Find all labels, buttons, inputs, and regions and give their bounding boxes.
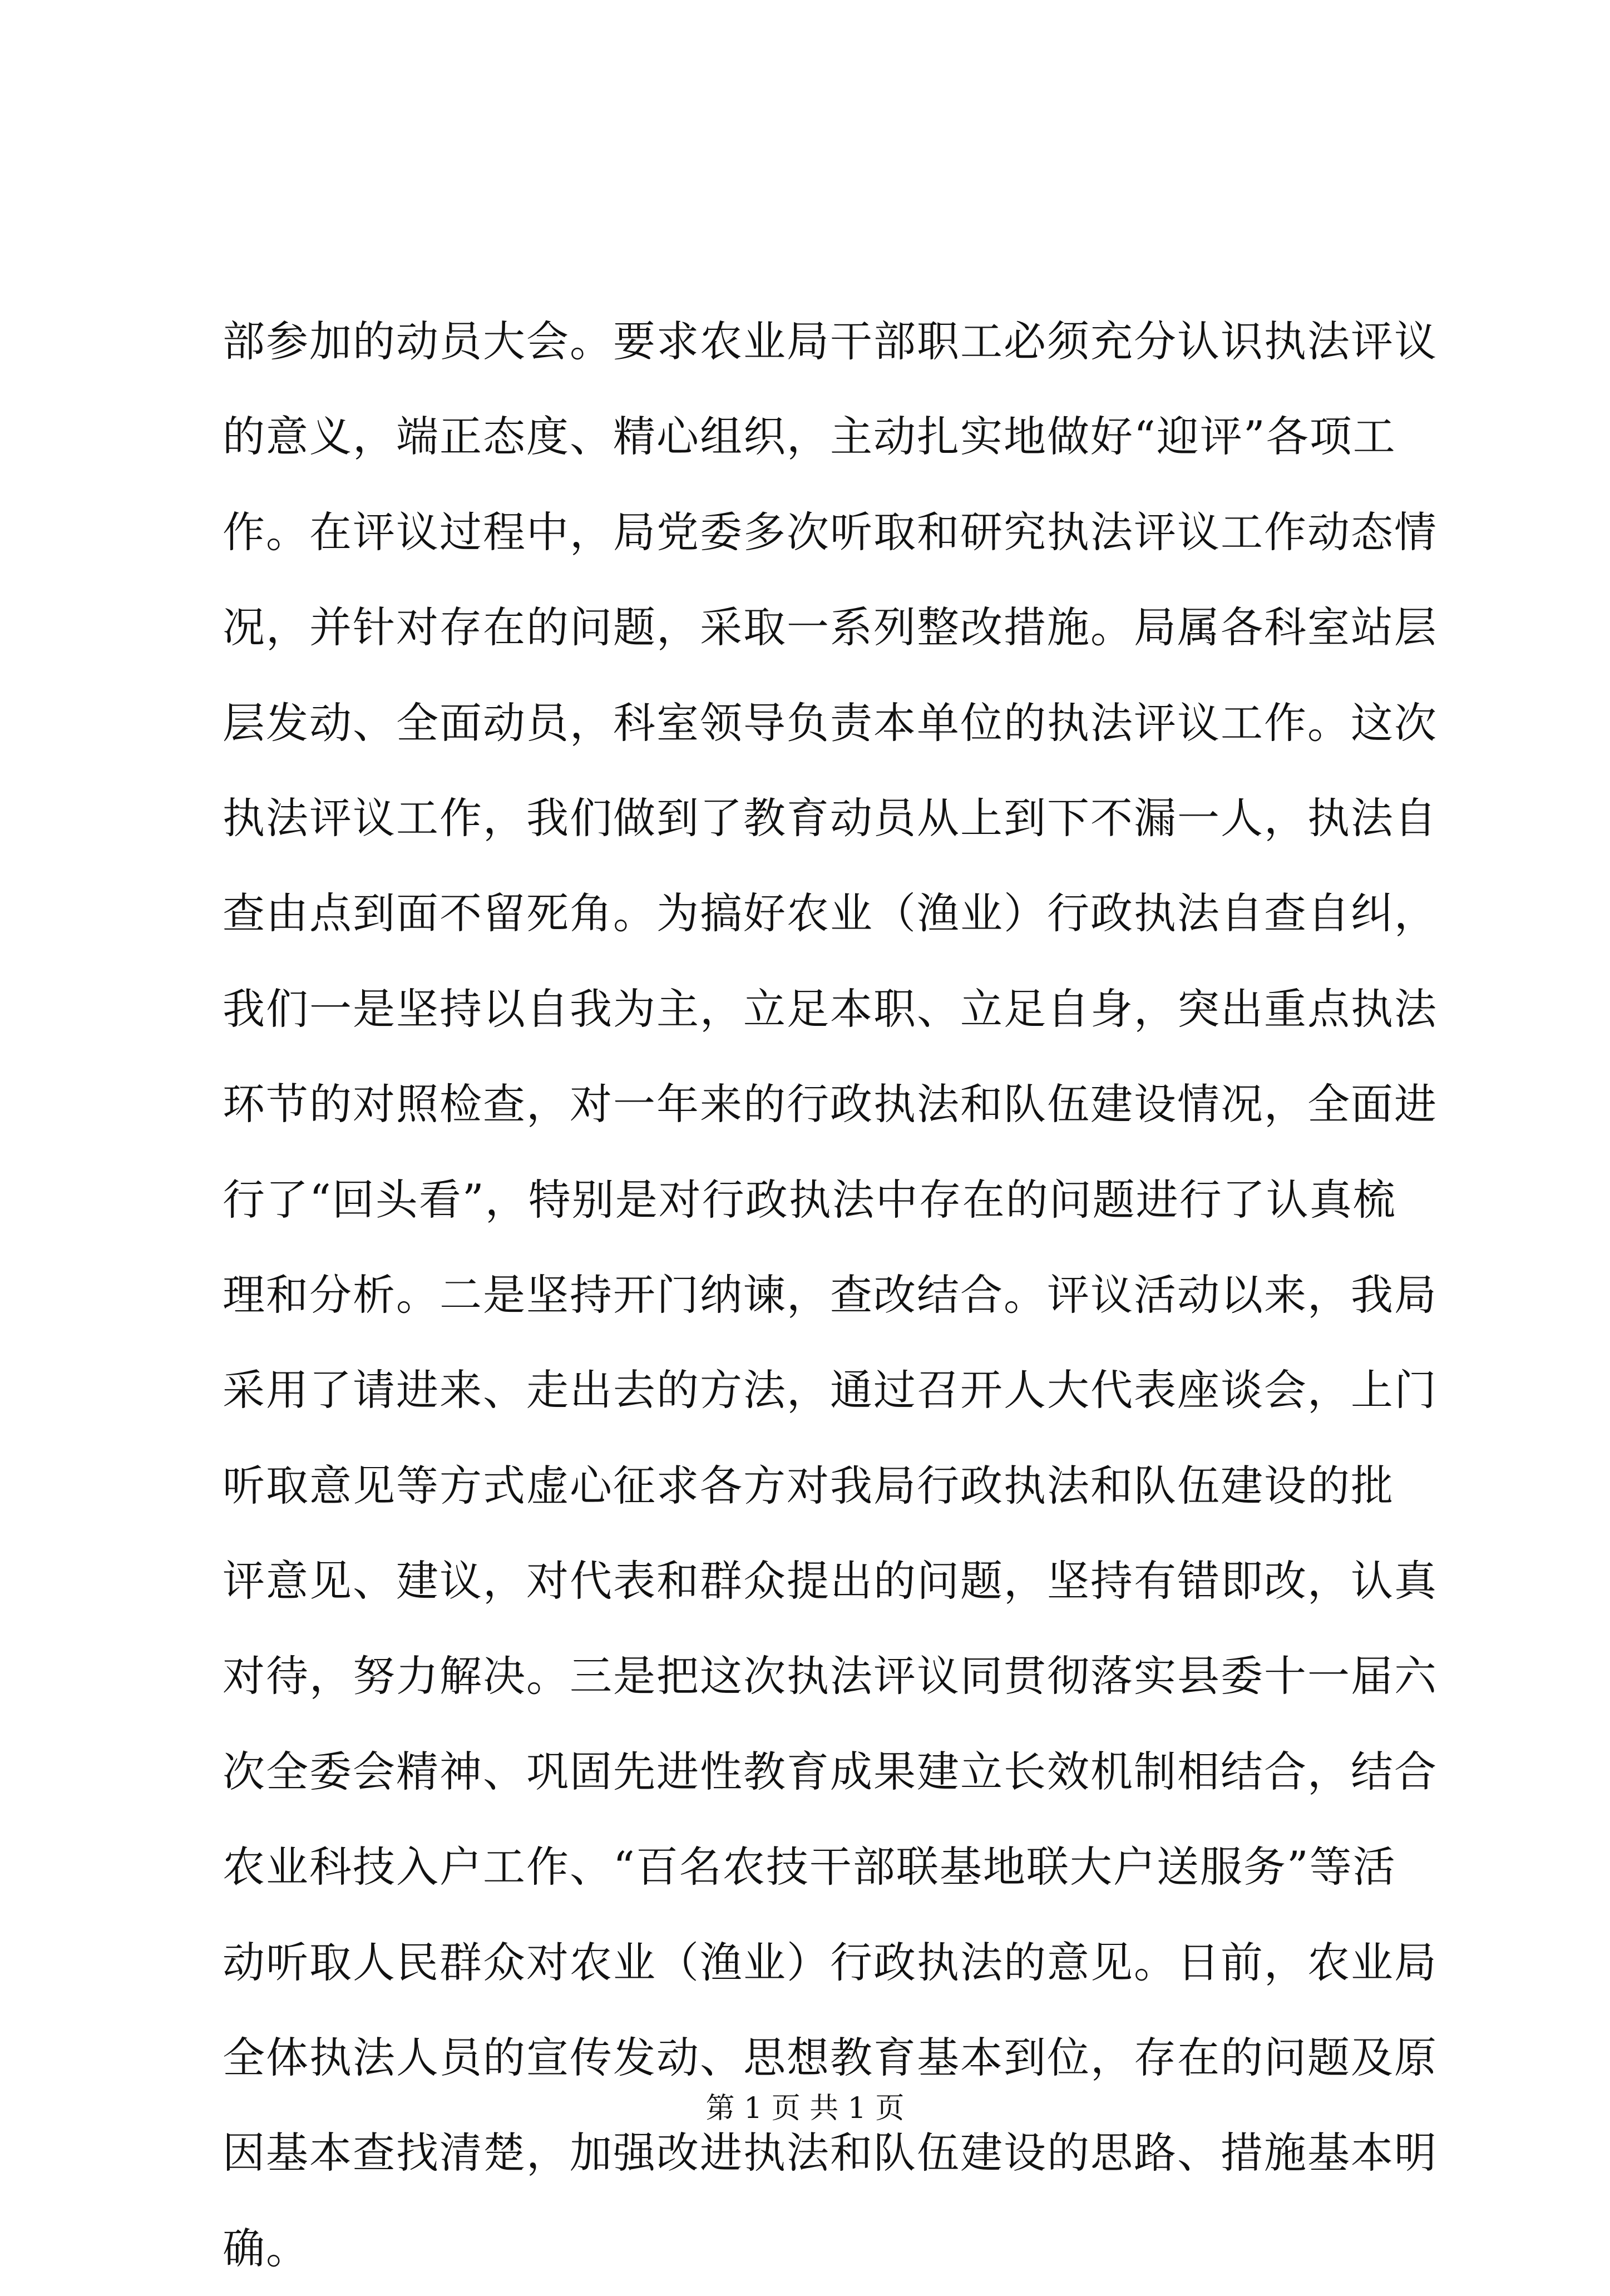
text-line: 听取意见等方式虚心征求各方对我局行政执法和队伍建设的批 — [223, 1460, 1394, 1510]
text-line: 况，并针对存在的问题，采取一系列整改措施。局属各科室站层 — [223, 603, 1438, 653]
text-line: 评意见、建议，对代表和群众提出的问题，坚持有错即改，认真 — [223, 1556, 1438, 1606]
text-line: 理和分析。二是坚持开门纳谏，查改结合。评议活动以来，我局 — [223, 1270, 1438, 1320]
text-line: 查由点到面不留死角。为搞好农业（渔业）行政执法自查自纠， — [223, 888, 1438, 939]
text-line: 我们一是坚持以自我为主，立足本职、立足自身，突出重点执法 — [223, 984, 1438, 1034]
text-line: 对待，努力解决。三是把这次执法评议同贯彻落实县委十一届六 — [223, 1651, 1438, 1701]
text-line: 作。在评议过程中，局党委多次听取和研究执法评议工作动态情 — [223, 507, 1438, 557]
body-paragraph — [223, 294, 1438, 2296]
text-line: 环节的对照检查，对一年来的行政执法和队伍建设情况，全面进 — [223, 1079, 1438, 1129]
text-line: 全体执法人员的宣传发动、思想教育基本到位，存在的问题及原 — [223, 2033, 1438, 2083]
text-line: 确。 — [223, 2223, 309, 2273]
text-line: 采用了请进来、走出去的方法，通过召开人大代表座谈会，上门 — [223, 1365, 1438, 1415]
text-line: 次全委会精神、巩固先进性教育成果建立长效机制相结合，结合 — [223, 1746, 1438, 1796]
text-line: 执法评议工作，我们做到了教育动员从上到下不漏一人，执法自 — [223, 793, 1438, 843]
text-line: 部参加的动员大会。要求农业局干部职工必须充分认识执法评议 — [223, 317, 1438, 366]
text-line: 的意义，端正态度、精心组织，主动扎实地做好“迎评”各项工 — [223, 412, 1396, 462]
text-line: 动听取人民群众对农业（渔业）行政执法的意见。日前，农业局 — [223, 1937, 1438, 1987]
text-line: 层发动、全面动员，科室领导负责本单位的执法评议工作。这次 — [223, 698, 1438, 748]
text-line: 因基本查找清楚，加强改进执法和队伍建设的思路、措施基本明 — [223, 2128, 1438, 2178]
page-number-footer: 第 1 页 共 1 页 — [705, 2092, 905, 2125]
text-line: 农业科技入户工作、“百名农技干部联基地联大户送服务”等活 — [223, 1842, 1396, 1892]
text-line: 行了“回头看”，特别是对行政执法中存在的问题进行了认真梳 — [223, 1174, 1396, 1224]
